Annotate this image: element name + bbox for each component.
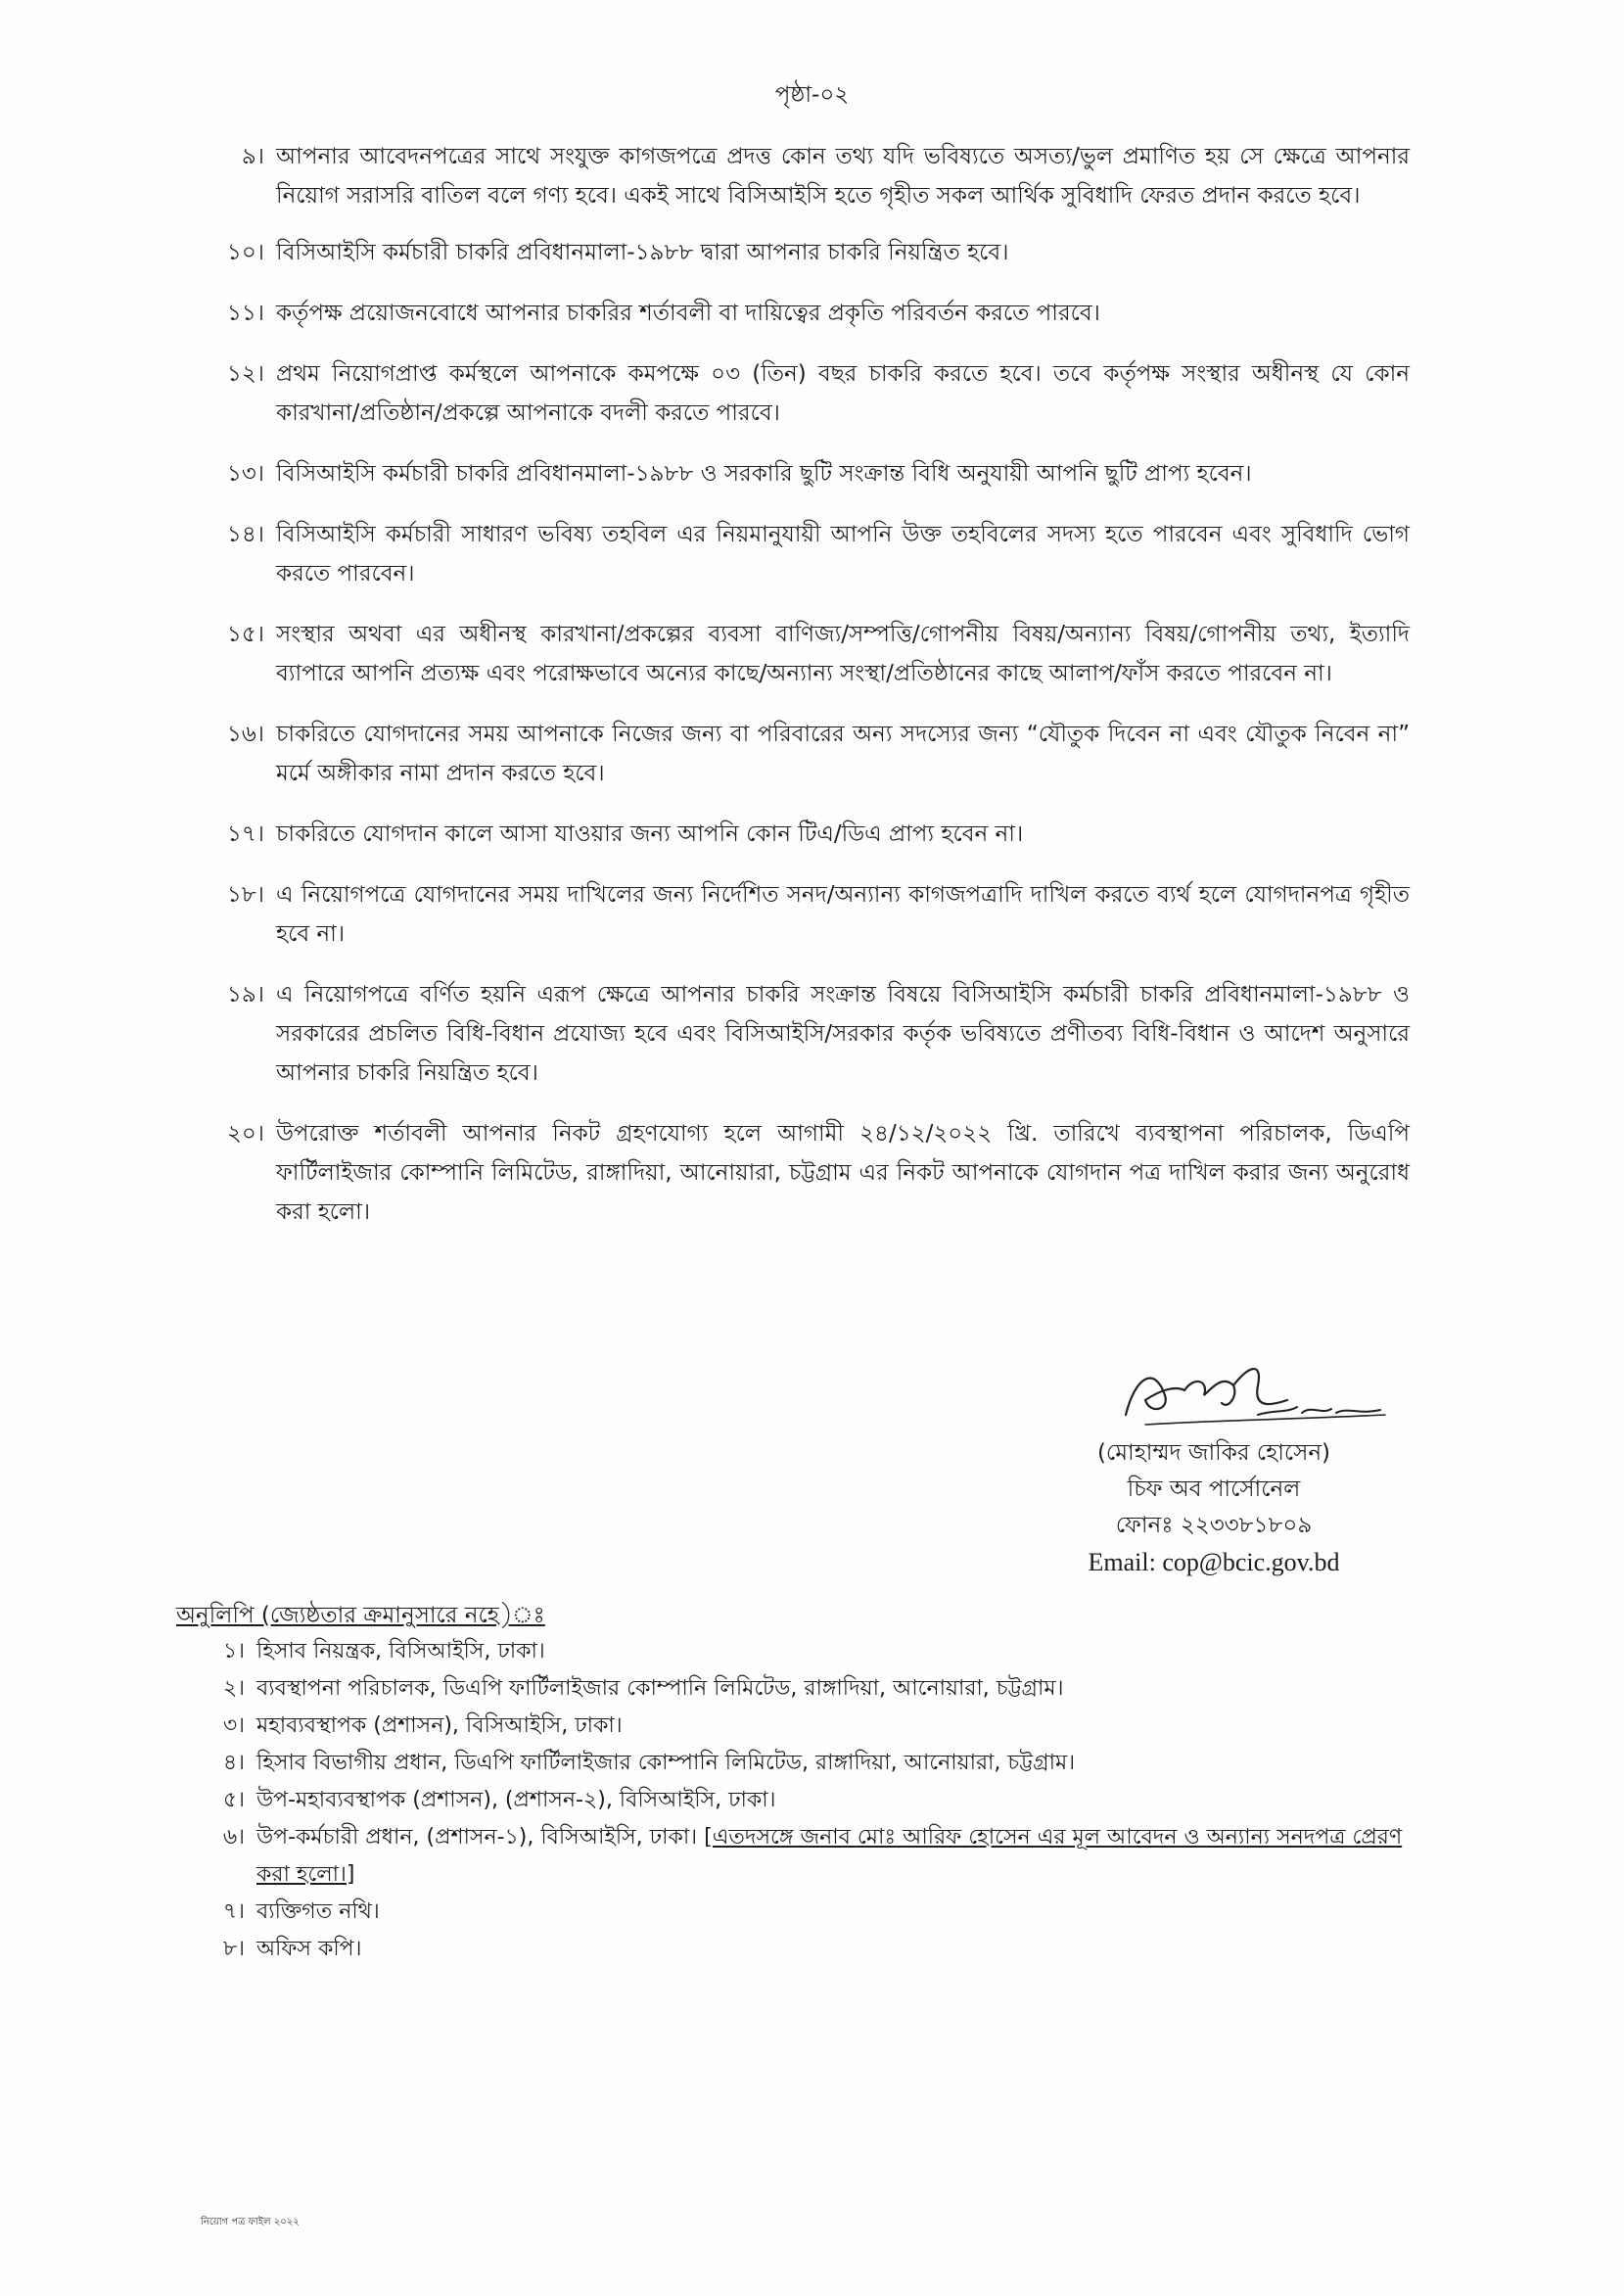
copy-number: ৭। bbox=[222, 1899, 245, 1924]
copy-number: ৪। bbox=[222, 1751, 245, 1775]
copy-number: ৮। bbox=[222, 1937, 245, 1961]
copy-text: অফিস কপি। bbox=[256, 1937, 362, 1961]
signatory-email: Email: cop@bcic.gov.bd bbox=[1088, 1548, 1340, 1576]
condition-text: সংস্থার অথবা এর অধীনস্থ কারখানা/প্রকল্পের ব্যবসা বাণিজ্য/সম্পত্তি/গোপনীয় বিষয়/অন্যান্য বিষয়/গোপনীয় তথ্য, ইত্যাদি ব্যাপারে আপনি প্রত্যক্ষ এবং পরোক্ষভাবে অন্যের কাছে/অন্যান্য সংস্থা/প্রতিষ্ঠানের কাছে আলাপ/ফাঁস করতে পারবেন না। bbox=[276, 622, 1410, 686]
condition-item bbox=[186, 354, 1410, 433]
copy-number: ২। bbox=[222, 1676, 245, 1701]
condition-item bbox=[186, 715, 1410, 793]
condition-number: ১৭। bbox=[226, 821, 264, 847]
condition-number: ১৪। bbox=[226, 522, 264, 547]
conditions-list bbox=[186, 137, 1410, 1232]
condition-number: ১০। bbox=[226, 240, 264, 265]
copy-number: ৫। bbox=[222, 1788, 245, 1812]
condition-text: বিসিআইসি কর্মচারী চাকরি প্রবিধানমালা-১৯৮৮ ও সরকারি ছুটি সংক্রান্ত বিধি অনুযায়ী আপনি ছুটি প্রাপ্য হবেন। bbox=[276, 461, 1252, 487]
copy-item bbox=[176, 1670, 1429, 1708]
signatory-name: (মোহাম্মদ জাকির হোসেন) bbox=[1096, 1440, 1331, 1466]
footer-file-label: নিয়োগ পত্র ফাইল ২০২২ bbox=[201, 2217, 300, 2227]
signatory-phone: ফোনঃ ২২৩৩৮১৮০৯ bbox=[1115, 1513, 1313, 1538]
condition-number: ১৩। bbox=[226, 461, 264, 487]
condition-number: ১৬। bbox=[226, 722, 264, 747]
copy-text: হিসাব নিয়ন্ত্রক, বিসিআইসি, ঢাকা। bbox=[256, 1639, 545, 1663]
copy-item bbox=[176, 1745, 1429, 1782]
condition-number: ১১। bbox=[226, 301, 264, 326]
condition-text: আপনার আবেদনপত্রের সাথে সংযুক্ত কাগজপত্রে প্রদত্ত কোন তথ্য যদি ভবিষ্যতে অসত্য/ভুল প্রমাণিত হয় সে ক্ষেত্রে আপনার নিয়োগ সরাসরি বাতিল বলে গণ্য হবে। একই সাথে বিসিআইসি হতে গৃহীত সকল আর্থিক সুবিধাদি ফেরত প্রদান করতে হবে। bbox=[276, 144, 1410, 209]
condition-text: চাকরিতে যোগদানের সময় আপনাকে নিজের জন্য বা পরিবারের অন্য সদস্যের জন্য “যৌতুক দিবেন না এবং যৌতুক নিবেন না” মর্মে অঙ্গীকার নামা প্রদান করতে হবে। bbox=[276, 722, 1410, 786]
condition-item bbox=[186, 515, 1410, 593]
condition-text: বিসিআইসি কর্মচারী চাকরি প্রবিধানমালা-১৯৮৮ দ্বারা আপনার চাকরি নিয়ন্ত্রিত হবে। bbox=[276, 240, 1009, 265]
page-number: পৃষ্ঠা-০২ bbox=[774, 82, 850, 108]
condition-number: ৯। bbox=[241, 144, 264, 169]
condition-number: ১২। bbox=[226, 361, 264, 387]
handwritten-signature bbox=[1116, 1356, 1390, 1434]
condition-text: এ নিয়োগপত্রে বর্ণিত হয়নি এরূপ ক্ষেত্রে আপনার চাকরি সংক্রান্ত বিষয়ে বিসিআইসি কর্মচারী চাকরি প্রবিধানমালা-১৯৮৮ ও সরকারের প্রচলিত বিধি-বিধান প্রযোজ্য হবে এবং বিসিআইসি/সরকার কর্তৃক ভবিষ্যতে প্রণীতব্য বিধি-বিধান ও আদেশ অনুসারে আপনার চাকরি নিয়ন্ত্রিত হবে। bbox=[276, 982, 1410, 1086]
copy-text: হিসাব বিভাগীয় প্রধান, ডিএপি ফার্টিলাইজার কোম্পানি লিমিটেড, রাঙ্গাদিয়া, আনোয়ারা, চট্টগ্রাম। bbox=[256, 1751, 1076, 1775]
condition-item bbox=[186, 454, 1410, 493]
copy-recipients bbox=[176, 1598, 1429, 1968]
condition-text: প্রথম নিয়োগপ্রাপ্ত কর্মস্থলে আপনাকে কমপক্ষে ০৩ (তিন) বছর চাকরি করতে হবে। তবে কর্তৃপক্ষ সংস্থার অধীনস্থ যে কোন কারখানা/প্রতিষ্ঠান/প্রকল্পে আপনাকে বদলী করতে পারবে। bbox=[276, 361, 1410, 426]
condition-text: এ নিয়োগপত্রে যোগদানের সময় দাখিলের জন্য নির্দেশিত সনদ/অন্যান্য কাগজপত্রাদি দাখিল করতে ব্যর্থ হলে যোগদানপত্র গৃহীত হবে না। bbox=[276, 882, 1410, 947]
copy-text: মহাব্যবস্থাপক (প্রশাসন), বিসিআইসি, ঢাকা। bbox=[256, 1713, 623, 1738]
condition-text: চাকরিতে যোগদান কালে আসা যাওয়ার জন্য আপনি কোন টিএ/ডিএ প্রাপ্য হবেন না। bbox=[276, 821, 1024, 847]
copy-text: ব্যবস্থাপনা পরিচালক, ডিএপি ফার্টিলাইজার কোম্পানি লিমিটেড, রাঙ্গাদিয়া, আনোয়ারা, চট্টগ্রাম। bbox=[256, 1676, 1064, 1701]
condition-number: ১৫। bbox=[226, 622, 264, 647]
condition-number: ১৯। bbox=[226, 982, 264, 1007]
copy-item bbox=[176, 1894, 1429, 1931]
copy-item bbox=[176, 1633, 1429, 1670]
condition-item bbox=[186, 1114, 1410, 1232]
condition-number: ১৮। bbox=[226, 882, 264, 908]
copy-number: ৬। bbox=[222, 1825, 245, 1850]
copy-number: ৩। bbox=[222, 1713, 245, 1738]
condition-text: কর্তৃপক্ষ প্রয়োজনবোধে আপনার চাকরির শর্তাবলী বা দায়িত্বের প্রকৃতি পরিবর্তন করতে পারবে। bbox=[276, 301, 1100, 326]
copy-item bbox=[176, 1782, 1429, 1819]
condition-number: ২০। bbox=[226, 1121, 264, 1147]
copies-heading: অনুলিপি (জ্যেষ্ঠতার ক্রমানুসারে নহে)ঃ bbox=[176, 1603, 545, 1628]
copy-text: উপ-মহাব্যবস্থাপক (প্রশাসন), (প্রশাসন-২), বিসিআইসি, ঢাকা। bbox=[256, 1788, 776, 1812]
copy-text: ব্যক্তিগত নথি। bbox=[256, 1899, 380, 1924]
copy-enclosure-note: [এতদসঙ্গে জনাব মোঃ আরিফ হোসেন এর মূল আবেদন ও অন্যান্য সনদপত্র প্রেরণ করা হলো।] bbox=[256, 1825, 1403, 1887]
condition-item bbox=[186, 137, 1410, 215]
condition-item bbox=[186, 975, 1410, 1093]
signatory-designation: চিফ অব পার্সোনেল bbox=[1127, 1476, 1301, 1502]
condition-item bbox=[186, 815, 1410, 854]
copy-item bbox=[176, 1931, 1429, 1968]
condition-text: উপরোক্ত শর্তাবলী আপনার নিকট গ্রহণযোগ্য হলে আগামী ২৪/১২/২০২২ খ্রি. তারিখে ব্যবস্থাপনা পরিচালক, ডিএপি ফার্টিলাইজার কোম্পানি লিমিটেড, রাঙ্গাদিয়া, আনোয়ারা, চট্টগ্রাম এর নিকট আপনাকে যোগদান পত্র দাখিল করার জন্য অনুরোধ করা হলো। bbox=[276, 1121, 1410, 1225]
copy-text: উপ-কর্মচারী প্রধান, (প্রশাসন-১), বিসিআইসি, ঢাকা। bbox=[256, 1825, 698, 1850]
copy-item bbox=[176, 1708, 1429, 1745]
copy-item bbox=[176, 1819, 1429, 1894]
condition-item bbox=[186, 875, 1410, 954]
signatory-block bbox=[1018, 1435, 1410, 1580]
condition-item bbox=[186, 233, 1410, 272]
condition-text: বিসিআইসি কর্মচারী সাধারণ ভবিষ্য তহবিল এর নিয়মানুযায়ী আপনি উক্ত তহবিলের সদস্য হতে পারবেন এবং সুবিধাদি ভোগ করতে পারবেন। bbox=[276, 522, 1410, 586]
condition-item bbox=[186, 294, 1410, 333]
copy-number: ১। bbox=[222, 1639, 245, 1663]
condition-item bbox=[186, 615, 1410, 693]
